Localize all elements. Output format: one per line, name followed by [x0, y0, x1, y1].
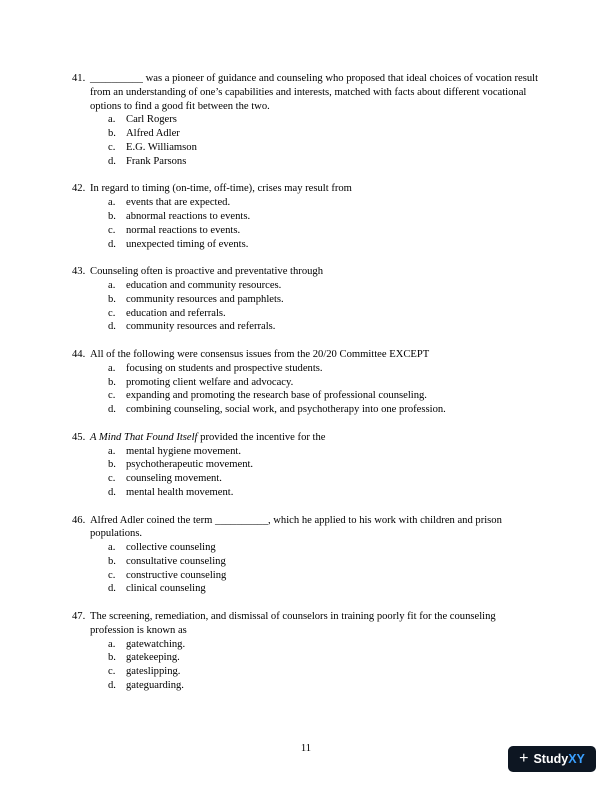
answer-option-text: mental health movement. — [126, 486, 234, 498]
answer-option-text: consultative counseling — [126, 555, 226, 567]
question-number: 47. — [72, 611, 86, 623]
answer-option — [72, 651, 542, 665]
question-item — [72, 72, 542, 169]
question-stem-row — [72, 514, 542, 542]
question-stem-text: Counseling often is proactive and preventative through — [90, 266, 324, 278]
question-stem-text: The screening, remediation, and dismissal of counselors in training poorly fit for the counseling profession is known as — [90, 611, 496, 636]
answer-option — [72, 376, 542, 390]
answer-option-letter: b. — [108, 459, 116, 471]
answer-option-text: Frank Parsons — [126, 155, 187, 167]
answer-option-text: community resources and referrals. — [126, 321, 276, 333]
answer-option-text: Alfred Adler — [126, 128, 180, 140]
answer-option-letter: c. — [108, 307, 116, 319]
answer-option-letter: d. — [108, 583, 116, 595]
question-stem-text: In regard to timing (on-time, off-time), crises may result from — [90, 183, 352, 195]
brand-name-accent: XY — [568, 752, 585, 766]
answer-option — [72, 445, 542, 459]
answer-option — [72, 486, 542, 500]
answer-option-letter: c. — [108, 390, 116, 402]
question-stem-row — [72, 431, 542, 445]
brand-name — [533, 752, 584, 766]
answer-option-letter: b. — [108, 555, 116, 567]
answer-option-text: combining counseling, social work, and psychotherapy into one profession. — [126, 404, 446, 416]
answer-option-letter: a. — [108, 445, 116, 457]
answer-option-text: education and community resources. — [126, 279, 282, 291]
question-stem — [90, 610, 542, 638]
answer-option-letter: a. — [108, 114, 116, 126]
studyxy-badge[interactable] — [508, 746, 596, 772]
question-stem — [90, 72, 542, 113]
question-number: 45. — [72, 431, 86, 443]
answer-options — [72, 113, 542, 168]
question-number: 43. — [72, 266, 86, 278]
answer-option-text: gatewatching. — [126, 638, 186, 650]
answer-option-text: constructive counseling — [126, 569, 227, 581]
question-stem — [90, 514, 542, 542]
answer-option — [72, 541, 542, 555]
answer-option-letter: d. — [108, 155, 116, 167]
answer-option-text: E.G. Williamson — [126, 141, 197, 153]
answer-option — [72, 403, 542, 417]
answer-option — [72, 569, 542, 583]
answer-options — [72, 541, 542, 596]
question-stem-text: Alfred Adler coined the term __________, which he applied to his work with children and prison populations. — [90, 514, 502, 540]
answer-option-text: normal reactions to events. — [126, 224, 241, 236]
answer-option — [72, 472, 542, 486]
answer-option — [72, 679, 542, 693]
answer-option-text: abnormal reactions to events. — [126, 210, 251, 222]
answer-option-text: psychotherapeutic movement. — [126, 459, 254, 471]
question-item — [72, 348, 542, 417]
answer-option — [72, 224, 542, 238]
answer-option-letter: a. — [108, 279, 116, 291]
answer-option-text: focusing on students and prospective students. — [126, 362, 323, 374]
answer-options — [72, 279, 542, 334]
answer-option-letter: c. — [108, 473, 116, 485]
question-stem-row — [72, 72, 542, 113]
answer-options — [72, 445, 542, 500]
question-stem-text: All of the following were consensus issues from the 20/20 Committee EXCEPT — [90, 348, 430, 360]
answer-option — [72, 113, 542, 127]
answer-option-letter: a. — [108, 638, 116, 650]
answer-option — [72, 320, 542, 334]
answer-options — [72, 362, 542, 417]
answer-option-text: unexpected timing of events. — [126, 238, 249, 250]
answer-option-text: collective counseling — [126, 542, 216, 554]
answer-option — [72, 458, 542, 472]
answer-option-text: community resources and pamphlets. — [126, 293, 284, 305]
question-stem-row — [72, 610, 542, 638]
answer-option-letter: d. — [108, 486, 116, 498]
answer-option — [72, 555, 542, 569]
answer-option — [72, 155, 542, 169]
answer-option — [72, 238, 542, 252]
question-item — [72, 265, 542, 334]
answer-option-text: counseling movement. — [126, 473, 222, 485]
answer-option — [72, 389, 542, 403]
answer-option-text: gateslipping. — [126, 666, 181, 678]
question-stem — [90, 265, 542, 279]
answer-option-text: education and referrals. — [126, 307, 226, 319]
answer-option-letter: a. — [108, 362, 116, 374]
answer-option — [72, 582, 542, 596]
question-item — [72, 182, 542, 251]
answer-option — [72, 196, 542, 210]
answer-option — [72, 293, 542, 307]
question-item — [72, 431, 542, 500]
question-number: 46. — [72, 514, 86, 526]
question-stem-row — [72, 182, 542, 196]
answer-option — [72, 307, 542, 321]
answer-option-text: promoting client welfare and advocacy. — [126, 376, 294, 388]
answer-option-text: gateguarding. — [126, 680, 184, 692]
answer-option-letter: c. — [108, 224, 116, 236]
brand-name-main: Study — [533, 752, 569, 766]
question-stem-italic-title: A Mind That Found Itself — [90, 431, 198, 443]
answer-option-text: Carl Rogers — [126, 114, 177, 126]
question-stem-text: __________ was a pioneer of guidance and counseling who proposed that ideal choices of vocation result from an understanding of one’s capabilities and interests, matched with facts about different vocational options to find a good fit between the two. — [90, 73, 539, 112]
answer-option-text: events that are expected. — [126, 197, 231, 209]
answer-option-letter: b. — [108, 293, 116, 305]
answer-option-letter: b. — [108, 128, 116, 140]
answer-option — [72, 279, 542, 293]
answer-option-letter: d. — [108, 321, 116, 333]
answer-option — [72, 210, 542, 224]
answer-option — [72, 638, 542, 652]
answer-option-letter: d. — [108, 680, 116, 692]
question-stem — [90, 431, 542, 445]
answer-option-text: gatekeeping. — [126, 652, 180, 664]
answer-option-text: expanding and promoting the research base of professional counseling. — [126, 390, 427, 402]
question-number: 44. — [72, 348, 86, 360]
answer-options — [72, 196, 542, 251]
plus-icon: + — [519, 750, 529, 767]
question-stem-row — [72, 348, 542, 362]
answer-option-letter: d. — [108, 238, 116, 250]
question-item — [72, 514, 542, 597]
answer-option-letter: a. — [108, 542, 116, 554]
answer-option — [72, 362, 542, 376]
question-number: 41. — [72, 73, 86, 84]
answer-option-letter: b. — [108, 210, 116, 222]
question-stem — [90, 348, 542, 362]
answer-option-letter: a. — [108, 197, 116, 209]
answer-option — [72, 141, 542, 155]
answer-option-letter: d. — [108, 404, 116, 416]
answer-option-letter: c. — [108, 666, 116, 678]
answer-option-letter: b. — [108, 376, 116, 388]
page-number: 11 — [300, 743, 312, 754]
answer-option-letter: c. — [108, 141, 116, 153]
answer-option-letter: b. — [108, 652, 116, 664]
question-stem — [90, 182, 542, 196]
answer-option-text: mental hygiene movement. — [126, 445, 242, 457]
question-list — [72, 72, 542, 707]
question-stem-row — [72, 265, 542, 279]
question-item — [72, 610, 542, 693]
answer-option-letter: c. — [108, 569, 116, 581]
answer-option — [72, 127, 542, 141]
question-stem-text: provided the incentive for the — [197, 431, 326, 443]
answer-option-text: clinical counseling — [126, 583, 206, 595]
answer-options — [72, 638, 542, 693]
answer-option — [72, 665, 542, 679]
question-number: 42. — [72, 183, 86, 195]
